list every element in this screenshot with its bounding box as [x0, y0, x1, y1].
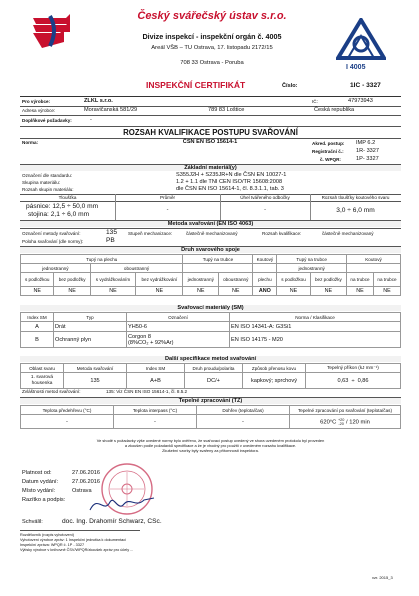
signer-label: Schválil:	[22, 519, 43, 525]
special-label: Zvláštnosti metod svařování:	[22, 389, 81, 394]
cons-desc-cell	[127, 332, 230, 348]
distribution-line: Inspekční zpráva: WPQR č. 1P - 3327	[20, 543, 85, 547]
applicant-id-label: IČ:	[312, 99, 318, 104]
tz-v4-cell	[290, 415, 401, 429]
cons-desc-2: (8%CO₂ + 92%Ar)	[128, 339, 174, 346]
fs-current: DC/+	[185, 373, 243, 389]
reg-label: Registrační č.:	[312, 149, 344, 154]
joint-val: NE	[347, 287, 374, 296]
joint-val: NE	[310, 287, 346, 296]
joint-section: Druh svarového spoje	[20, 247, 401, 253]
joint-col: jednostranný	[183, 273, 219, 287]
diameter-col: Průměr	[159, 195, 176, 200]
joint-h-butt-plate: Tupý na plechu	[21, 255, 183, 264]
applicant-street: Moravičanská 581/29	[84, 107, 138, 113]
cons-norm: EN ISO 14341-A: G3Si1	[230, 322, 401, 332]
fs-h1: Oblast svaru	[21, 364, 64, 373]
extra-req-label: Doplňkové požadavky:	[22, 118, 72, 123]
joint-val: NE	[183, 287, 219, 296]
joint-val: NE	[373, 287, 400, 296]
fs-transfer: kapkový; sprchový	[243, 373, 306, 389]
tz-v1: -	[21, 415, 114, 429]
tz-v3: -	[197, 415, 290, 429]
joint-col: bez podložky	[54, 273, 90, 287]
division-title: Divize inspekcí - inspekční orgán č. 4005	[142, 32, 282, 41]
applicant-country: Česká republika	[314, 107, 355, 113]
special-value: 135: Viz ČSN EN ISO 15614-1, čl. 8.5.2	[106, 389, 188, 394]
disclaimer-line: a zkoušen podle požadavků specifikace a že je vhodný pro použití v uvedeném rozsahu kvalifikace.	[124, 443, 297, 449]
applicant-name: ZLKL s.r.o.	[84, 98, 113, 104]
tz-h2: Teplota interpass (°C)	[114, 406, 197, 415]
joint-col: oboustranný	[219, 273, 253, 287]
tz-h3: Dohřev (teplota/čas)	[197, 406, 290, 415]
institute-logo	[30, 12, 72, 52]
issue-label: Platnost od:	[22, 470, 52, 476]
fs-heat-cell	[306, 373, 401, 389]
tz-h1: Teplota předehřevu (°C)	[21, 406, 114, 415]
applicant-label: Pro výrobce:	[22, 99, 51, 104]
reg-value: 1R- 3327	[356, 148, 380, 154]
cons-desc: Corgon 8	[128, 333, 152, 340]
fs-h4: Druh proudu/polarita	[185, 364, 243, 373]
fs-h5: Způsob přenosu kovu	[243, 364, 306, 373]
cons-h-idx: Index SM	[21, 313, 54, 322]
joint-sub-single: jednostranný	[21, 264, 91, 273]
form-code: vzr. 2015_3	[372, 575, 393, 580]
disclaimer	[20, 438, 401, 454]
tz-tol-plus: +20	[337, 417, 345, 422]
fillet-col: Rozsah tloušťky koutového svaru	[321, 195, 390, 200]
cons-h-type: Typ	[54, 313, 127, 322]
joint-val: NE	[277, 287, 310, 296]
disclaimer-line: Zkušební vzorky byly svařeny za přítomnosti inspektora.	[162, 448, 259, 454]
issue-value: 27.06.2016	[72, 470, 100, 476]
mech2-label: Rozsah kvalifikace:	[262, 231, 302, 236]
further-section: Další specifikace metod svařování	[20, 356, 401, 362]
wpqr-value: 1P- 3327	[356, 156, 379, 162]
joint-h-butt-pipe: Tupý na trubce	[183, 255, 253, 264]
thickness-col: Tloušťka	[58, 195, 77, 200]
group-value: 1.2 + 1.1 dle TNI CEN ISO/TR 15608:2008	[176, 179, 283, 185]
place-value: Ostrava	[72, 488, 92, 494]
distribution-block	[20, 533, 133, 553]
joint-h-butt-pipe-2: Tupý na trubce	[277, 255, 347, 264]
joint-val: ANO	[253, 287, 277, 296]
joint-sub-single-2: jednostranný	[277, 264, 347, 273]
thickness-value-2: stojina: 2,1 ÷ 6,0 mm	[28, 211, 90, 218]
tz-tol-minus: -20	[338, 421, 344, 426]
certificate-number: 1IC - 3327	[350, 82, 381, 89]
accreditation-logo	[336, 18, 386, 68]
applicant-city: 789 83 Loštice	[208, 107, 245, 113]
joint-col: s podložkou	[21, 273, 54, 287]
norm-label: Norma:	[22, 140, 39, 145]
address-label: Adresa výrobce:	[22, 108, 56, 113]
joint-col: bez podložky	[310, 273, 346, 287]
range-value: dle ČSN EN ISO 15614-1, čl. 8.3.1.1, tab. 3	[176, 186, 284, 192]
address-line-1: Areál VŠB – TU Ostrava, 17. listopadu 2172/15	[151, 45, 273, 51]
fs-idx: A+B	[127, 373, 185, 389]
distribution-title: Rozdělovník (rozpis vyhotovení)	[20, 533, 75, 537]
joint-table	[20, 254, 401, 296]
fs-heat-hi: 0,86	[357, 377, 369, 384]
norm-value: ČSN EN ISO 15614-1	[182, 139, 238, 145]
mech-label: Stupeň mechanizace:	[128, 231, 173, 236]
joint-h-fillet: Koutový	[253, 255, 277, 264]
thermal-section: Tepelné zpracování (TZ)	[20, 398, 401, 404]
further-table	[20, 363, 401, 389]
joint-val: NE	[219, 287, 253, 296]
mech-value: částečně mechanizovaný	[186, 231, 238, 236]
signer-name: doc. Ing. Drahomír Schwarz, CSc.	[62, 518, 162, 525]
tz-time: / 120 min	[346, 419, 370, 426]
accreditation-number: I 4005	[346, 64, 366, 71]
issued-value: 27.06.2016	[72, 479, 100, 485]
tz-h4: Tepelné zpracování po svařování (teplota/čas)	[290, 406, 401, 415]
cons-type: Ochranný plyn	[54, 332, 127, 348]
std-label: Označení dle standardu:	[22, 173, 73, 178]
tz-v2: -	[114, 415, 197, 429]
fs-h3: Index SM	[127, 364, 185, 373]
diameter-value: -	[166, 207, 169, 213]
fs-h2: Metoda svařování	[64, 364, 127, 373]
thickness-value-1: pásnice: 12,5 ÷ 50,0 mm	[26, 203, 99, 210]
fs-h7: Tepelný příkon (kJ mm⁻¹)	[306, 364, 401, 373]
extra-req-value: -	[90, 117, 92, 123]
fillet-value: 3,0 ÷ 6,0 mm	[336, 207, 375, 214]
joint-val: NE	[90, 287, 136, 296]
mech2-value: částečně mechanizovaný	[322, 231, 374, 236]
group-label: Skupina materiálu:	[22, 180, 61, 185]
position-label: Poloha svařování (dle normy):	[22, 239, 84, 244]
address-line-2: 708 33 Ostrava - Poruba	[180, 60, 244, 66]
joint-col: na trubce	[347, 273, 374, 287]
joint-h-fillet-2: Koutový	[347, 255, 401, 264]
tz-temp: 620°C	[320, 419, 337, 426]
wpqr-title: ROZSAH KVALIFIKACE POSTUPU SVAŘOVÁNÍ	[123, 128, 298, 137]
cons-desc: YH50-6	[127, 322, 230, 332]
thermal-table	[20, 405, 401, 429]
range-label: Rozsah skupin materiálu:	[22, 187, 74, 192]
applicant-id: 47973943	[348, 98, 373, 104]
certificate-title: INSPEKČNÍ CERTIFIKÁT	[146, 80, 246, 90]
joint-col: s vydrážkováním	[90, 273, 136, 287]
fs-method: 135	[64, 373, 127, 389]
std-value: S355J2H + S235JR+N dle ČSN EN 10027-1	[176, 172, 287, 178]
angle-value: -	[264, 207, 266, 213]
cons-norm: EN ISO 14175 - M20	[230, 332, 401, 348]
disclaimer-line: Ve shodě s požadavky výše uvedené normy bylo ověřeno, že svařovací postup uvedený ve shora uvedeném protokolu byl proveden	[96, 438, 325, 443]
distribution-line: Výtisky výrobce v knihovně ČSV/WPQR/zkoušek zpráv pro účely ...	[20, 548, 134, 552]
distribution-line: Vyhotovení výrobce zpráv: 1 Inspekční jednotka k dokumentaci	[20, 538, 127, 542]
joint-col: na trubce	[373, 273, 400, 287]
fs-heat-sep: ÷	[351, 377, 355, 384]
joint-val: NE	[136, 287, 183, 296]
place-label: Místo vydání:	[22, 488, 56, 494]
joint-sub-double: oboustranný	[90, 264, 183, 273]
method-label: Označení metody svařování:	[22, 231, 81, 236]
akred-value: IMP 6.2	[356, 140, 376, 146]
joint-col: s podložkou	[277, 273, 310, 287]
cons-idx: B	[21, 332, 54, 348]
issued-label: Datum vydání:	[22, 479, 59, 485]
cons-type: Drát	[54, 322, 127, 332]
cons-idx: A	[21, 322, 54, 332]
consumables-section: Svařovací materiály (SM)	[20, 305, 401, 311]
certificate-number-label: Číslo:	[282, 83, 298, 89]
position-value: PB	[106, 237, 115, 244]
joint-col: plechu	[253, 273, 277, 287]
signature	[88, 492, 158, 516]
akred-label: Akred. postup:	[312, 141, 345, 146]
consumables-table	[20, 312, 401, 348]
stamp-label: Razítko a podpis:	[22, 497, 66, 503]
angle-col: Úhel tvářeného odbočky	[240, 195, 290, 200]
cons-h-norm: Norma / Klasifikace	[230, 313, 401, 322]
method-section: Metoda svařování (EN ISO 4063)	[20, 221, 401, 227]
fs-heat-lo: 0,63	[337, 377, 349, 384]
base-material-section: Základní materiál(y)	[20, 165, 401, 171]
cons-h-desc: Označení	[127, 313, 230, 322]
joint-val: NE	[54, 287, 90, 296]
institute-name: Český svářečský ústav s.r.o.	[137, 10, 287, 22]
method-value: 135	[106, 229, 118, 236]
joint-col: bez vydrážkování	[136, 273, 183, 287]
wpqr-label: č. WPQR:	[320, 157, 341, 162]
fs-area: 1. svarová housenka	[21, 373, 64, 389]
joint-val: NE	[21, 287, 54, 296]
